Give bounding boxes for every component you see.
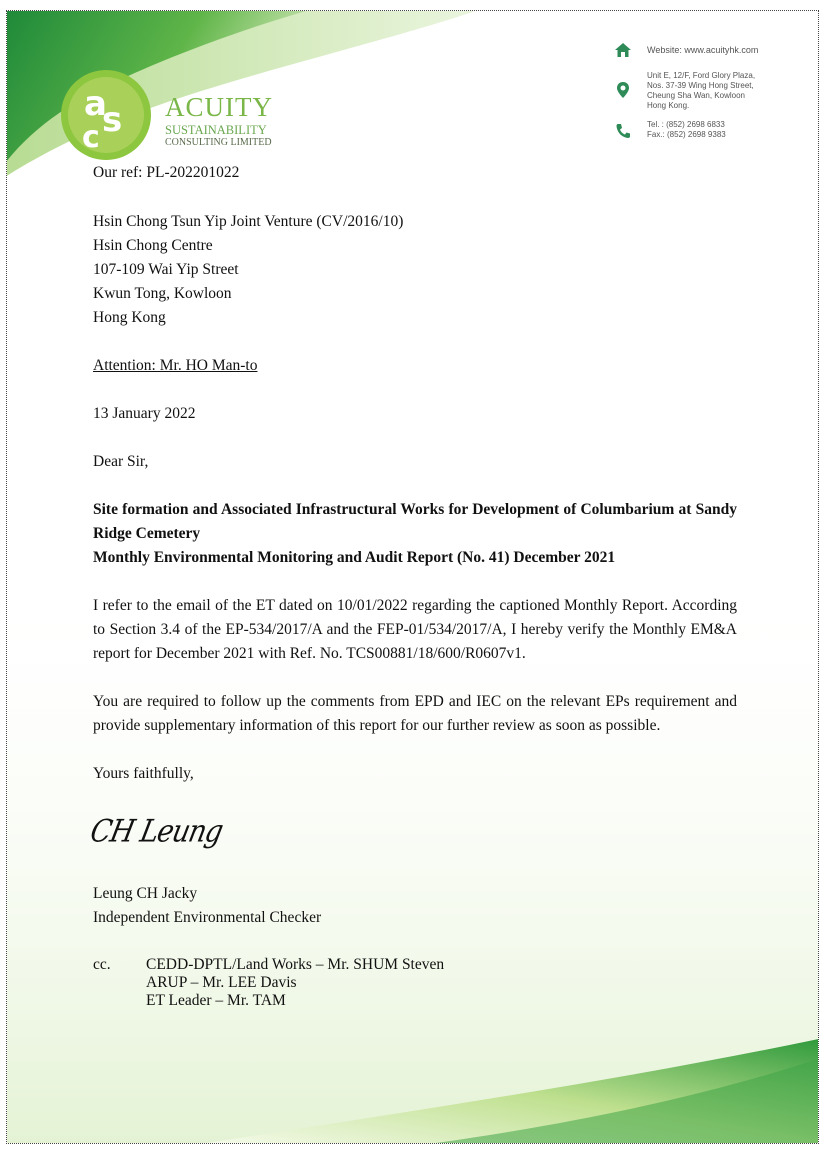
body-paragraph-2: You are required to follow up the comments from EPD and IEC on the relevant EPs requirement and provide supplementary information of this report for our further review as soon as possible.: [93, 693, 737, 734]
our-ref: Our ref: PL-202201022: [93, 164, 240, 181]
signer-block: [93, 882, 737, 930]
signer-title: Independent Environmental Checker: [93, 909, 322, 926]
cc-list: [146, 956, 444, 1010]
attention-line: Attention: Mr. HO Man-to: [93, 357, 258, 374]
subject-line1: Site formation and Associated Infrastructural Works for Development of Columbarium at Sandy Ridge Cemetery: [93, 501, 737, 542]
address-line: Cheung Sha Wan, Kowloon: [647, 91, 745, 100]
letter-page: [6, 10, 819, 1144]
recipient-line: 107-109 Wai Yip Street: [93, 261, 239, 278]
company-logo: [60, 69, 152, 161]
address-line: Unit E, 12/F, Ford Glory Plaza,: [647, 71, 756, 80]
address-line: Nos. 37-39 Wing Hong Street,: [647, 81, 754, 90]
cc-item: CEDD-DPTL/Land Works – Mr. SHUM Steven: [146, 956, 445, 973]
cc-label: cc.: [93, 956, 111, 973]
fax-text: Fax.: (852) 2698 9383: [647, 130, 726, 139]
brand-line3: CONSULTING LIMITED: [165, 137, 272, 148]
svg-text:s: s: [102, 100, 123, 140]
phone-icon: [614, 122, 632, 140]
recipient-line: Hsin Chong Centre: [93, 237, 213, 254]
brand-line1: ACUITY: [165, 92, 273, 122]
recipient-line: Hsin Chong Tsun Yip Joint Venture (CV/2016/10): [93, 213, 404, 230]
recipient-address: [93, 210, 737, 330]
recipient-line: Hong Kong: [93, 309, 166, 326]
location-pin-icon: [614, 81, 632, 99]
brand-line2: SUSTAINABILITY: [165, 123, 267, 137]
website-text: Website: www.acuityhk.com: [647, 45, 759, 55]
address-block: [647, 71, 755, 111]
cc-item: ET Leader – Mr. TAM: [146, 992, 286, 1009]
body-paragraph-1: I refer to the email of the ET dated on 10/01/2022 regarding the captioned Monthly Report. According to Section 3.4 of the EP-534/2017/A and the FEP-01/534/2017/A, I hereby verify the Monthly EM&A report for December 2021 with Ref. No. TCS00881/18/600/R0607v1.: [93, 597, 737, 662]
signer-name: Leung CH Jacky: [93, 885, 198, 902]
salutation: Dear Sir,: [93, 453, 149, 470]
svg-text:a: a: [84, 84, 107, 124]
phone-fax-block: [647, 120, 726, 140]
brand-name: [165, 93, 273, 149]
recipient-line: Kwun Tong, Kowloon: [93, 285, 232, 302]
address-line: Hong Kong.: [647, 101, 690, 110]
closing: Yours faithfully,: [93, 765, 194, 782]
subject-line2: Monthly Environmental Monitoring and Audit Report (No. 41) December 2021: [93, 549, 616, 566]
cc-item: ARUP – Mr. LEE Davis: [146, 974, 297, 991]
home-icon: [614, 41, 632, 59]
letter-date: 13 January 2022: [93, 405, 196, 422]
tel-text: Tel. : (852) 2698 6833: [647, 120, 725, 129]
signature: CH Leung: [87, 813, 226, 850]
svg-text:c: c: [82, 120, 100, 155]
